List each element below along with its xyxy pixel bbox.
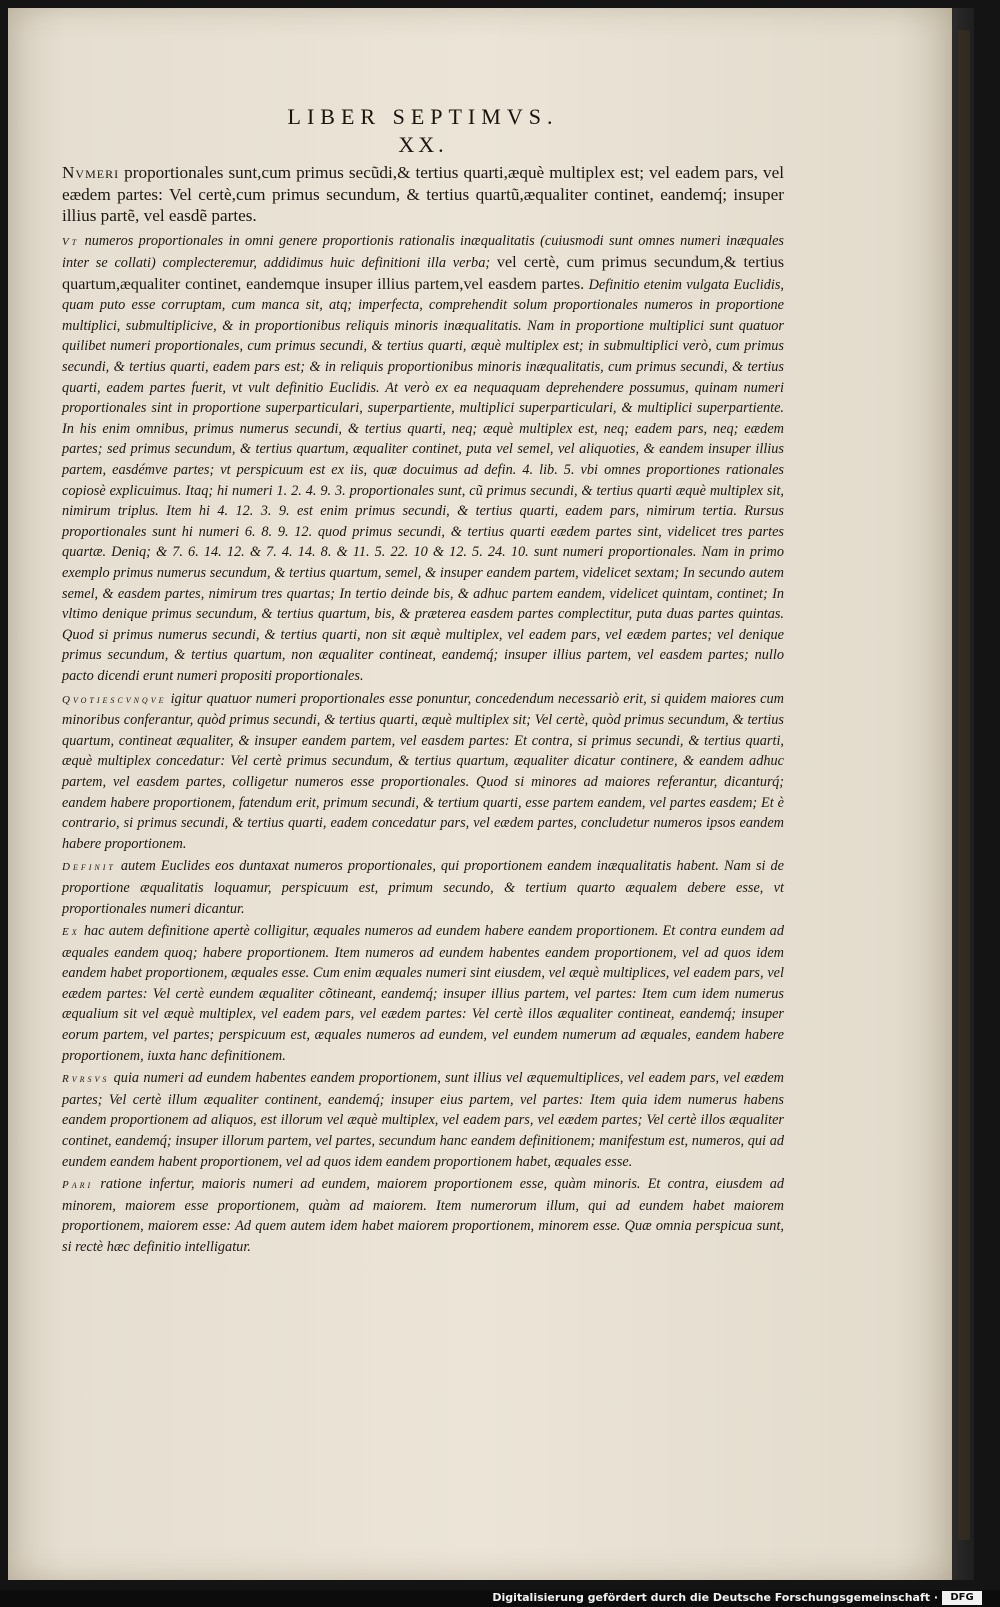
funding-credit: Digitalisierung gefördert durch die Deutsche Forschungsgemeinschaft ·: [492, 1591, 938, 1604]
paragraph-text: igitur quatuor numeri proportionales esse ponuntur, concedendum necessariò erit, si quidem maiores cum minoribus conferantur, quòd primus secundi, & tertius quarti, æquè multiplex sit; Vel certè, quòd primus secundum, & tertius quartum, contineat æqualiter, & insuper eandem partem, vel easdem partes: Et contra, si primus secundi, & tertius quarti, æquè multiplex concedatur: Vel certè primus secundum, & tertius quartum, æqualiter dicatur continere, & eandem adhuc partem, vel easdem partes, colligetur numeros esse proportionales. Quod si minores ad maiores referantur, dicanturq́; eandem habere proportionem, fatendum erit, primum secundi, & tertium quarti, esse partem eandem, vel partes easdem; Et è contrario, si primus secundi, & tertius quarti, eadem concedatur pars, vel eædem partes, concludetur numeros ipsos eandem habere proportionem.: [62, 690, 785, 852]
paragraph-text: numeros proportionales in omni genere proportionis rationalis inæqualitatis (cuiusmodi sunt omnes numeri inæquales inter se collati) complecteremur, addidimus huic definitioni illa verba;: [62, 232, 784, 272]
running-head: LIBER SEPTIMVS.: [287, 104, 559, 129]
definition-lead-word: Nvmeri: [62, 163, 120, 182]
commentary-paragraph: [62, 1068, 784, 1172]
paragraph-text: hac autem definitione apertè colligitur, æquales numeros ad eundem habere eandem proportionem. Et contra eundem ad æquales eandem quoq; habere proportionem. Item numeros ad eundem habentes eandem proportionem, vel ad quos idem eandem habet proportionem, æquales esse. Cum enim æquales numeri sint eiusdem, vel æquè multiplices, vel eadem pars, vel eædem partes: Vel certè eundem æqualiter cõtineant, eandemq́; insuper illius partem, vel partes: Item cum idem numerus æqualium sit vel æquè multiplex, vel eadem pars, vel eædem partes: Vel certè illos æqualiter contineat, eandemq́; insuper eorum partem, vel partes; perspicuum est, æquales numeros ad eundem, vel eundem numerum ad æquales, eandem habere proportionem, iuxta hanc definitionem.: [62, 923, 784, 1064]
commentary-paragraph: [62, 921, 784, 1066]
paragraph-text: ratione infertur, maioris numeri ad eundem, maiorem proportionem esse, quàm minoris. Et contra, eiusdem ad minorem, maiorem esse proportionem, quàm ad maiorem. Item numerorum illum, qui ad eundem habet maiorem proportionem, maiorem esse: Ad quem autem idem habet maiorem proportionem, minorem esse. Quæ omnia perspicua sunt, si rectè hæc definitio intelligatur.: [62, 1176, 784, 1255]
paragraph-lead-word: Vt: [62, 235, 80, 248]
paragraph-lead-word: Qvotiescvnqve: [62, 693, 167, 706]
paragraph-text: quia numeri ad eundem habentes eandem proportionem, sunt illius vel æquemultiplices, vel eadem pars, vel eædem partes; Vel certè illum æqualiter continent, eandemq́; insuper eius partem, vel partes: Item quia idem numerus habens eandem proportionem ad aliquos, est illorum vel æquè multiplex, vel eadem pars, vel eædem partes; Vel certè illos æqualiter continet, eandemq́; insuper illorum partem, vel partes, secundum hanc eandem definitionem; manifestum est, numeros, qui ad eundem eandem habent proportionem, vel ad quos idem eandem proportionem habet, æquales esse.: [62, 1070, 784, 1170]
commentary: [62, 231, 784, 1258]
proposition-number: XX.: [398, 132, 448, 157]
dfg-logo-icon: DFG: [942, 1591, 982, 1605]
paragraph-lead-word: Definit: [62, 861, 116, 874]
commentary-paragraph: [62, 689, 784, 855]
paragraph-text: autem Euclides eos duntaxat numeros proportionales, qui proportionem eandem inæqualitatis habent. Nam si de proportione æqualitatis loquamur, perspicuum est, primum secundo, & tertium quarto æqualem debere esse, vt proportionales numeri dicantur.: [62, 858, 784, 917]
quoted-definition-text: vel certè, cum primus secundum,& tertius quartum,æqualiter continet, eandemque insuper illius partem,vel easdem partes.: [62, 253, 784, 293]
definition-text: proportionales sunt,cum primus secũdi,& tertius quarti,æquè multiplex est; vel eadem pars, vel eædem partes: Vel certè,cum primus secundum, & tertius quartũ,æqualiter continet, eandemq́; insuper illius partẽ, vel easdẽ partes.: [62, 163, 785, 225]
page-edge-strip: [958, 30, 970, 1540]
commentary-paragraph: [62, 856, 784, 919]
paragraph-lead-word: Ex: [62, 926, 80, 939]
page-content: [62, 104, 784, 1260]
paragraph-lead-word: Rvrsvs: [62, 1073, 110, 1086]
commentary-paragraph: [62, 231, 784, 687]
definition-paragraph: [62, 162, 784, 227]
book-page: [8, 8, 952, 1580]
commentary-paragraph: [62, 1174, 784, 1257]
paragraph-lead-word: Pari: [62, 1179, 94, 1192]
paragraph-text-continued: Definitio etenim vulgata Euclidis, quam puto esse corruptam, cum manca sit, atq; imperfecta, comprehendit solum proportionales numeros in proportione multiplici, submultiplicive, & in proportionibus reliquis minoris inæqualitatis. Nam in proportione multiplici sunt quatuor quilibet numeri proportionales, cum primus secundi, & tertius quarti, æquè multiplex est; in submultiplici verò, cum primus secundi, & tertius quarti, eadem pars est; & in reliquis proportionibus minoris inæqualitatis, cum primus secundi, & tertius quarti, eadem partes fuerit, vt vult definitio Euclidis. At verò ex ea nequaquam deprehendere possumus, quinam numeri proportionales sint in proportione superparticulari, superpartiente, multiplici superparticulari, & multiplici superpartiente. In his enim omnibus, primus numerus secundi, & tertius quarti, neq; æquè multiplex est, neq; eadem pars, neq; eædem partes; sed primus secundum, & tertius quartum, æqualiter continet, puta vel semel, vel aliquoties, & eandem insuper illius partem, easdémve partes; vt perspicuum est ex iis, quæ docuimus ad defin. 4. lib. 5. vbi omnes proportiones rationales copiosè explicuimus. Itaq; hi numeri 1. 2. 4. 9. 3. proportionales sunt, cũ primus secundi, & tertius quarti æquè multiplex sit, nimirum triplus. Item hi 4. 12. 3. 9. est enim primus secundi, & tertius quarti, eadem pars, nimirum tertia. Rursus proportionales sunt hi numeri 6. 8. 9. 12. quod primus secundi, & tertius quarti eædem partes sint, videlicet tres partes quartæ. Deniq; & 7. 6. 14. 12. & 7. 4. 14. 8. & 11. 5. 22. 10 & 12. 5. 24. 10. sunt numeri proportionales. Nam in primo exemplo primus numerus secundum, & tertius quartum, semel, & insuper eandem partem, videlicet sextam; In secundo autem semel, & easdem partes, nimirum tres quartas; In tertio deinde bis, & adhuc partem eandem, videlicet quintam, continet; In vltimo denique primus secundum, & tertius quartum, bis, & præterea easdem partes complectitur, puta duas partes quintas. Quod si primus numerus secundi, & tertius quarti, non sit æquè multiplex, vel eadem pars, vel eædem partes; vel denique primus secundum, & tertius quartum, non æqualiter contineat, eandemq́; insuper illius partem, vel easdem partes; nullo pacto dicendi erunt numeri propositi proportionales.: [62, 276, 784, 684]
